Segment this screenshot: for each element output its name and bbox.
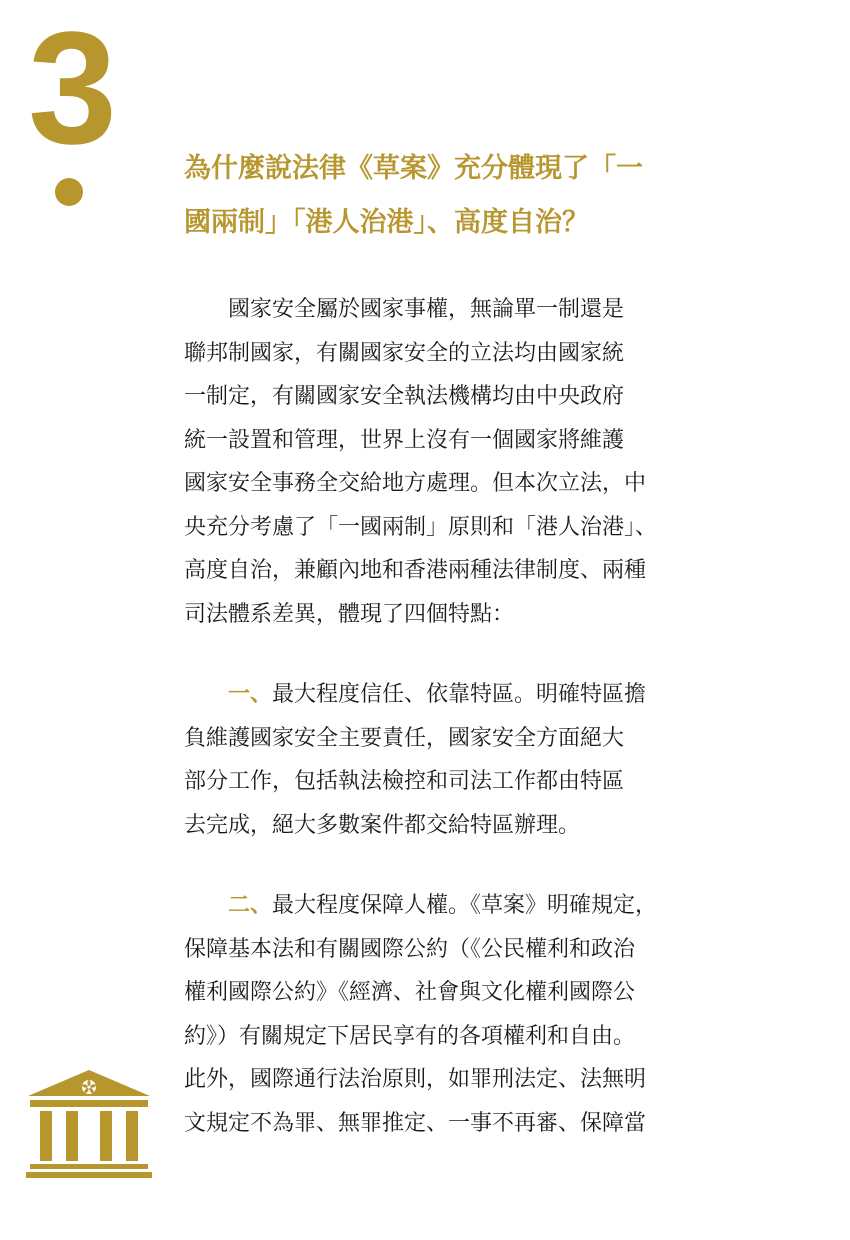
point-one-marker: 一、 xyxy=(228,682,273,707)
question-line: 國兩制」「港人治港」、高度自治？ xyxy=(184,207,589,238)
indent xyxy=(184,893,228,918)
body-line: 負維護國家安全主要責任，國家安全方面絕大 xyxy=(184,725,625,751)
point-one-paragraph xyxy=(184,673,709,847)
body-line: 高度自治，兼顧內地和香港兩種法律制度、兩種 xyxy=(184,558,647,583)
point-two-paragraph xyxy=(184,884,709,1145)
body-line: 權利國際公約》《經濟、社會與文化權利國際公 xyxy=(184,980,636,1005)
body-line: 司法體系差異，體現了四個特點： xyxy=(184,601,515,627)
body-line: 最大程度信任、依靠特區。明確特區擔 xyxy=(272,682,647,707)
section-number-dot xyxy=(55,178,83,206)
section-question xyxy=(184,142,724,250)
courthouse-bauhinia-icon xyxy=(26,1068,152,1178)
body-line: 一制定，有關國家安全執法機構均由中央政府 xyxy=(184,384,625,409)
intro-paragraph xyxy=(184,288,709,636)
section-number: 3 xyxy=(28,0,113,177)
body-line: 保障基本法和有關國際公約（《公民權利和政治 xyxy=(184,936,636,962)
question-line: 為什麼說法律《草案》充分體現了「一 xyxy=(184,153,643,184)
body-line: 統一設置和管理，世界上沒有一個國家將維護 xyxy=(184,427,625,453)
body-line: 去完成，絕大多數案件都交給特區辦理。 xyxy=(184,812,581,838)
body-line: 央充分考慮了「一國兩制」原則和「港人治港」、 xyxy=(184,514,658,540)
body-line: 最大程度保障人權。《草案》明確規定， xyxy=(272,893,658,918)
body-line: 國家安全屬於國家事權，無論單一制還是 xyxy=(184,297,625,322)
body-line: 此外，國際通行法治原則，如罪刑法定、法無明 xyxy=(184,1067,647,1092)
body-line: 國家安全事務全交給地方處理。但本次立法，中 xyxy=(184,471,647,496)
body-line: 聯邦制國家，有關國家安全的立法均由國家統 xyxy=(184,340,625,366)
article-body xyxy=(184,288,709,1145)
indent xyxy=(184,682,228,707)
point-two-marker: 二、 xyxy=(228,893,273,918)
body-line: 部分工作，包括執法檢控和司法工作都由特區 xyxy=(184,769,625,794)
body-line: 約》）有關規定下居民享有的各項權利和自由。 xyxy=(184,1023,636,1049)
body-line: 文規定不為罪、無罪推定、一事不再審、保障當 xyxy=(184,1110,647,1136)
